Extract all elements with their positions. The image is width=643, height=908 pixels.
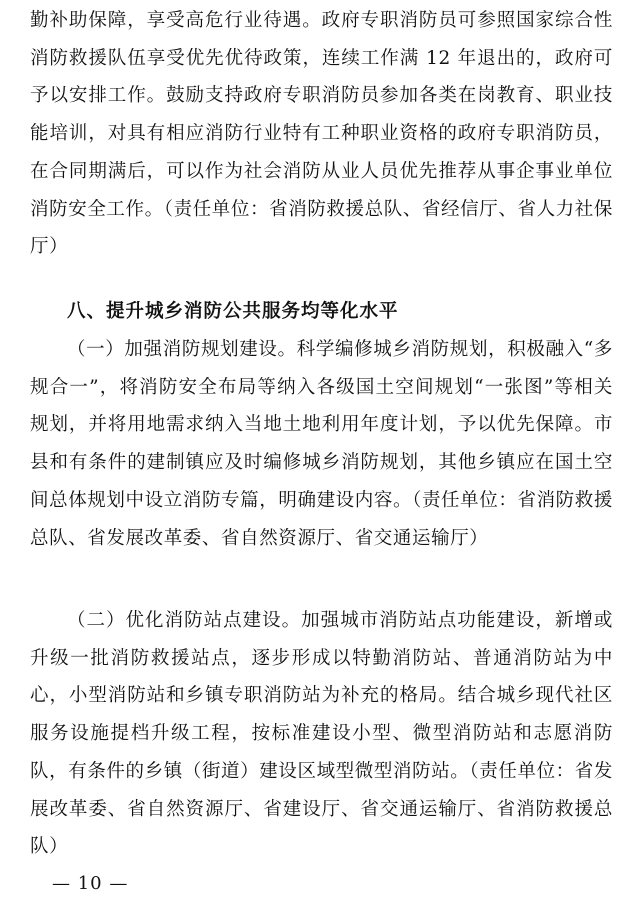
paragraph-continuation: 勤补助保障，享受高危行业待遇。政府专职消防员可参照国家综合性消防救援队伍享受优先优待政策，连续工作满 12 年退出的，政府可予以安排工作。鼓励支持政府专职消防员参加各类在岗教育、职业技能培训，对具有相应消防行业特有工种职业资格的政府专职消防员，在合同期满后，可以作为社会消防从业人员优先推荐从事企事业单位消防安全工作。（责任单位：省消防救援总队、省经信厅、省人力社保厅） [30, 10, 613, 258]
section-heading-8: 八、提升城乡消防公共服务均等化水平 [67, 301, 399, 322]
page-number: — 10 — [52, 873, 129, 894]
paragraph-planning: （一）加强消防规划建设。科学编修城乡消防规划，积极融入“多规合一”，将消防安全布局等纳入各级国土空间规划“一张图”等相关规划，并将用地需求纳入当地土地利用年度计划，予以优先保障。市县和有条件的建制镇应及时编修城乡消防规划，其他乡镇应在国土空间总体规划中设立消防专篇，明确建设内容。（责任单位：省消防救援总队、省发展改革委、省自然资源厅、省交通运输厅） [30, 339, 613, 549]
paragraph-stations: （二）优化消防站点建设。加强城市消防站点功能建设，新增或升级一批消防救援站点，逐步形成以特勤消防站、普通消防站为中心，小型消防站和乡镇专职消防站为补充的格局。结合城乡现代社区服务设施提档升级工程，按标准建设小型、微型消防站和志愿消防队，有条件的乡镇（街道）建设区域型微型消防站。（责任单位：省发展改革委、省自然资源厅、省建设厅、省交通运输厅、省消防救援总队） [30, 610, 613, 858]
